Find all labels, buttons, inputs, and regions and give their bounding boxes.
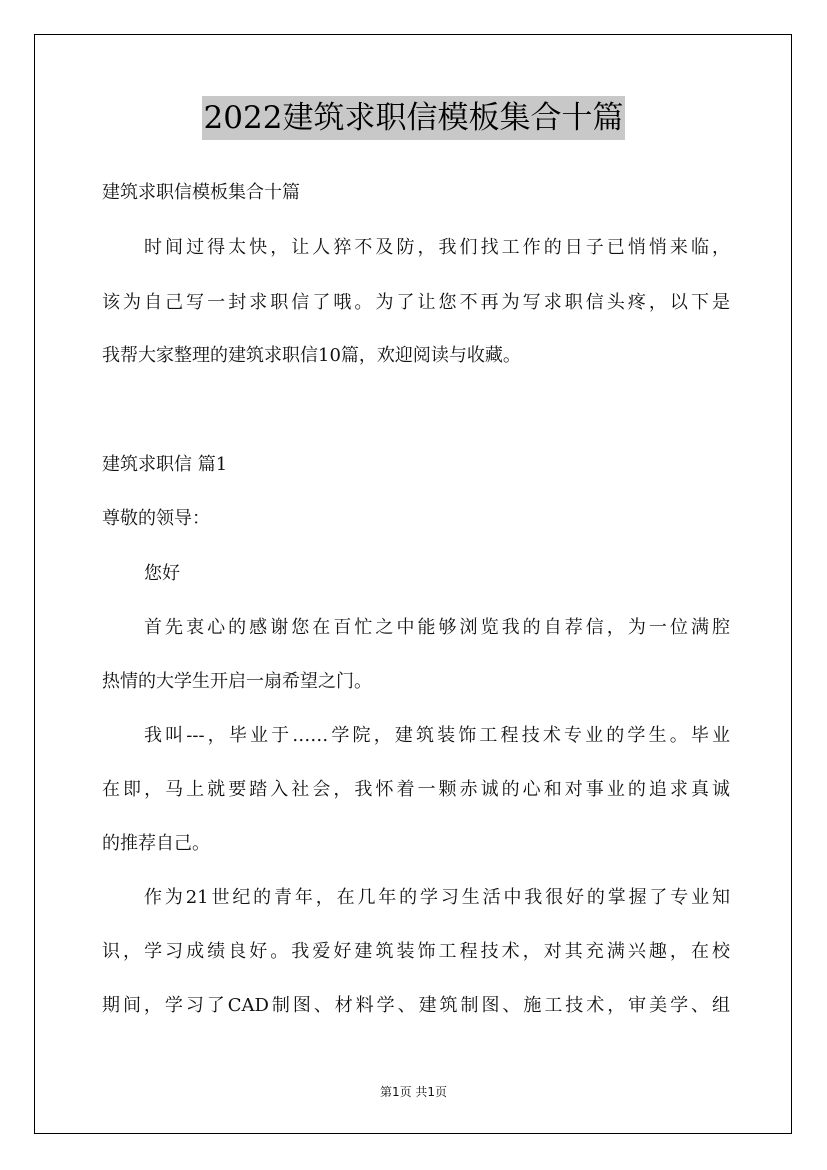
greeting: 您好 xyxy=(144,563,180,584)
document-title: 2022建筑求职信模板集合十篇 xyxy=(202,96,626,140)
section-heading: 建筑求职信 篇1 xyxy=(102,454,228,475)
body-line-1: 首先衷心的感谢您在百忙之中能够浏览我的自荐信，为一位满腔 xyxy=(144,617,730,638)
page-footer: 第1页 共1页 xyxy=(379,1085,448,1099)
document-subtitle: 建筑求职信模板集合十篇 xyxy=(102,182,300,203)
body-line-7: 识，学习成绩良好。我爱好建筑装饰工程技术，对其充满兴趣，在校 xyxy=(102,941,730,962)
salutation: 尊敬的领导： xyxy=(102,508,210,529)
body-line-3: 我叫---，毕业于……学院，建筑装饰工程技术专业的学生。毕业 xyxy=(144,725,730,746)
intro-line-3: 我帮大家整理的建筑求职信10篇，欢迎阅读与收藏。 xyxy=(102,345,521,366)
body-line-8: 期间，学习了CAD制图、材料学、建筑制图、施工技术，审美学、组 xyxy=(102,995,730,1016)
body-line-4: 在即，马上就要踏入社会，我怀着一颗赤诚的心和对事业的追求真诚 xyxy=(102,779,730,800)
intro-line-2: 该为自己写一封求职信了哦。为了让您不再为写求职信头疼，以下是 xyxy=(102,292,730,313)
body-line-6: 作为21世纪的青年，在几年的学习生活中我很好的掌握了专业知 xyxy=(144,887,730,908)
intro-line-1: 时间过得太快，让人猝不及防，我们找工作的日子已悄悄来临， xyxy=(144,237,730,258)
document-title-wrapper xyxy=(0,96,827,140)
body-line-2: 热情的大学生开启一扇希望之门。 xyxy=(102,671,372,692)
body-line-5: 的推荐自己。 xyxy=(102,833,210,854)
